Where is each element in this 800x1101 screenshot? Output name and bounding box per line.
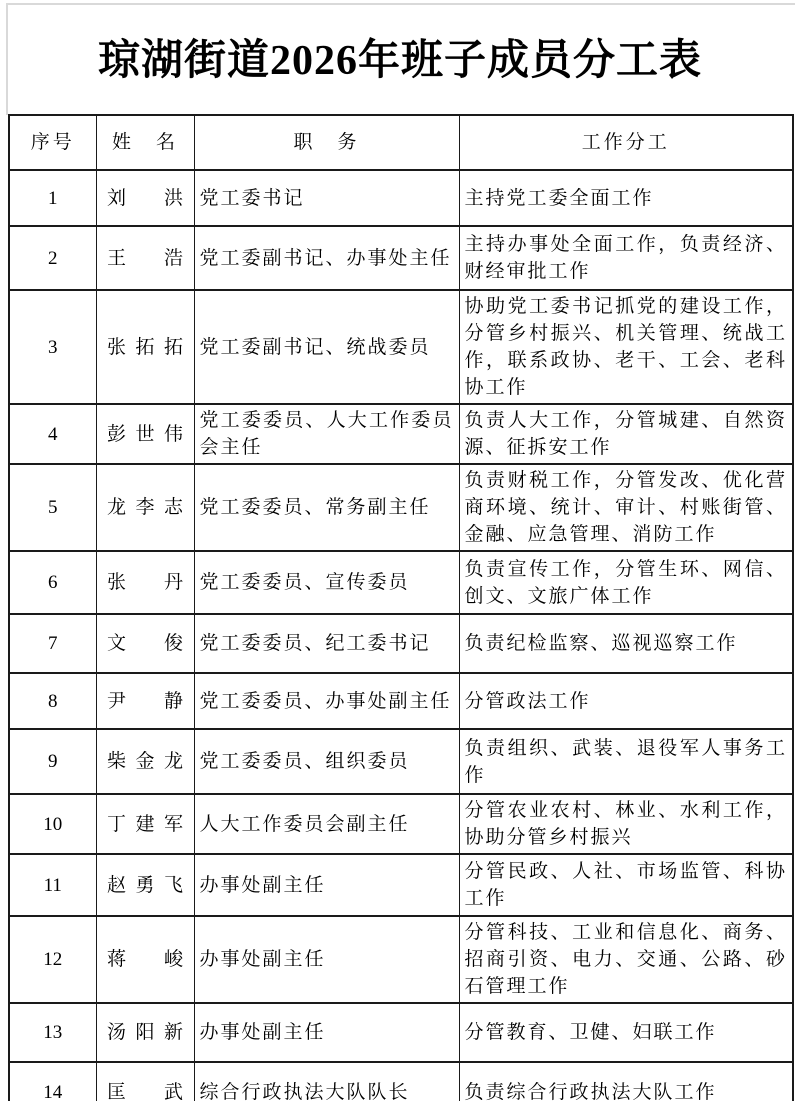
cell-duty: 负责组织、武装、退役军人事务工作 <box>459 729 793 794</box>
member-name: 匡 武 <box>107 1081 183 1101</box>
cell-index: 1 <box>9 170 96 226</box>
cell-name <box>96 404 194 464</box>
cell-position: 党工委委员、办事处副主任 <box>194 673 459 729</box>
header-duty: 工作分工 <box>459 115 793 170</box>
cell-position: 党工委委员、人大工作委员会主任 <box>194 404 459 464</box>
table-row <box>9 673 793 729</box>
header-index: 序号 <box>9 115 96 170</box>
header-name: 姓 名 <box>96 115 194 170</box>
cell-index: 8 <box>9 673 96 729</box>
cell-duty: 协助党工委书记抓党的建设工作，分管乡村振兴、机关管理、统战工作，联系政协、老干、工会、老科协工作 <box>459 290 793 404</box>
cell-index: 11 <box>9 854 96 916</box>
cell-duty: 分管教育、卫健、妇联工作 <box>459 1003 793 1062</box>
cell-name <box>96 290 194 404</box>
member-name: 丁建军 <box>107 813 183 835</box>
cell-duty: 负责综合行政执法大队工作 <box>459 1062 793 1101</box>
member-name: 柴金龙 <box>107 751 183 772</box>
cell-index: 3 <box>9 290 96 404</box>
cell-index: 5 <box>9 464 96 551</box>
table-row <box>9 226 793 290</box>
cell-name <box>96 794 194 854</box>
cell-index: 12 <box>9 916 96 1003</box>
cell-position: 办事处副主任 <box>194 916 459 1003</box>
table-row <box>9 170 793 226</box>
cell-index: 7 <box>9 614 96 673</box>
cell-position: 党工委委员、纪工委书记 <box>194 614 459 673</box>
title-area <box>0 0 800 113</box>
member-name: 王 浩 <box>107 247 183 269</box>
cell-duty: 主持党工委全面工作 <box>459 170 793 226</box>
cell-duty: 分管政法工作 <box>459 673 793 729</box>
cell-duty: 分管农业农村、林业、水利工作，协助分管乡村振兴 <box>459 794 793 854</box>
table-row <box>9 854 793 916</box>
cell-name <box>96 916 194 1003</box>
member-name: 张 丹 <box>107 572 183 593</box>
member-name: 尹 静 <box>107 690 183 712</box>
table-row <box>9 551 793 614</box>
table-row <box>9 794 793 854</box>
table-row <box>9 1003 793 1062</box>
cell-duty: 负责财税工作，分管发改、优化营商环境、统计、审计、村账街管、金融、应急管理、消防工作 <box>459 464 793 551</box>
header-position: 职 务 <box>194 115 459 170</box>
cell-index: 2 <box>9 226 96 290</box>
print-area-top-line <box>6 3 795 5</box>
cell-position: 党工委委员、组织委员 <box>194 729 459 794</box>
cell-duty: 分管民政、人社、市场监管、科协工作 <box>459 854 793 916</box>
cell-position: 党工委委员、常务副主任 <box>194 464 459 551</box>
cell-name <box>96 729 194 794</box>
cell-position: 办事处副主任 <box>194 1003 459 1062</box>
member-name: 蒋 峻 <box>107 949 183 970</box>
page-title: 琼湖街道2026年班子成员分工表 <box>97 37 702 84</box>
cell-position: 党工委书记 <box>194 170 459 226</box>
cell-duty: 主持办事处全面工作，负责经济、财经审批工作 <box>459 226 793 290</box>
cell-duty: 负责人大工作，分管城建、自然资源、征拆安工作 <box>459 404 793 464</box>
cell-name <box>96 1003 194 1062</box>
table-row <box>9 1062 793 1101</box>
cell-position: 党工委副书记、统战委员 <box>194 290 459 404</box>
duty-assignment-table <box>8 114 794 1101</box>
cell-name <box>96 614 194 673</box>
cell-position: 办事处副主任 <box>194 854 459 916</box>
table-row <box>9 729 793 794</box>
cell-index: 9 <box>9 729 96 794</box>
cell-duty: 分管科技、工业和信息化、商务、招商引资、电力、交通、公路、砂石管理工作 <box>459 916 793 1003</box>
member-name: 彭世伟 <box>107 423 183 445</box>
cell-name <box>96 673 194 729</box>
cell-name <box>96 170 194 226</box>
cell-index: 4 <box>9 404 96 464</box>
cell-name <box>96 551 194 614</box>
table-row <box>9 464 793 551</box>
cell-duty: 负责宣传工作，分管生环、网信、创文、文旅广体工作 <box>459 551 793 614</box>
cell-position: 党工委委员、宣传委员 <box>194 551 459 614</box>
cell-index: 10 <box>9 794 96 854</box>
table-header-row <box>9 115 793 170</box>
cell-position: 综合行政执法大队队长 <box>194 1062 459 1101</box>
table-row <box>9 916 793 1003</box>
table-row <box>9 290 793 404</box>
cell-name <box>96 1062 194 1101</box>
member-name: 赵勇飞 <box>107 874 183 896</box>
cell-duty: 负责纪检监察、巡视巡察工作 <box>459 614 793 673</box>
cell-index: 13 <box>9 1003 96 1062</box>
table-row <box>9 404 793 464</box>
member-name: 文 俊 <box>107 633 183 654</box>
cell-name <box>96 464 194 551</box>
cell-index: 6 <box>9 551 96 614</box>
cell-position: 党工委副书记、办事处主任 <box>194 226 459 290</box>
member-name: 龙李志 <box>107 497 183 518</box>
cell-name <box>96 226 194 290</box>
member-name: 刘 洪 <box>107 187 183 209</box>
cell-index: 14 <box>9 1062 96 1101</box>
cell-name <box>96 854 194 916</box>
table-row <box>9 614 793 673</box>
cell-position: 人大工作委员会副主任 <box>194 794 459 854</box>
member-name: 汤阳新 <box>107 1022 183 1043</box>
member-name: 张拓拓 <box>107 336 183 358</box>
print-area-left-line <box>6 3 8 115</box>
